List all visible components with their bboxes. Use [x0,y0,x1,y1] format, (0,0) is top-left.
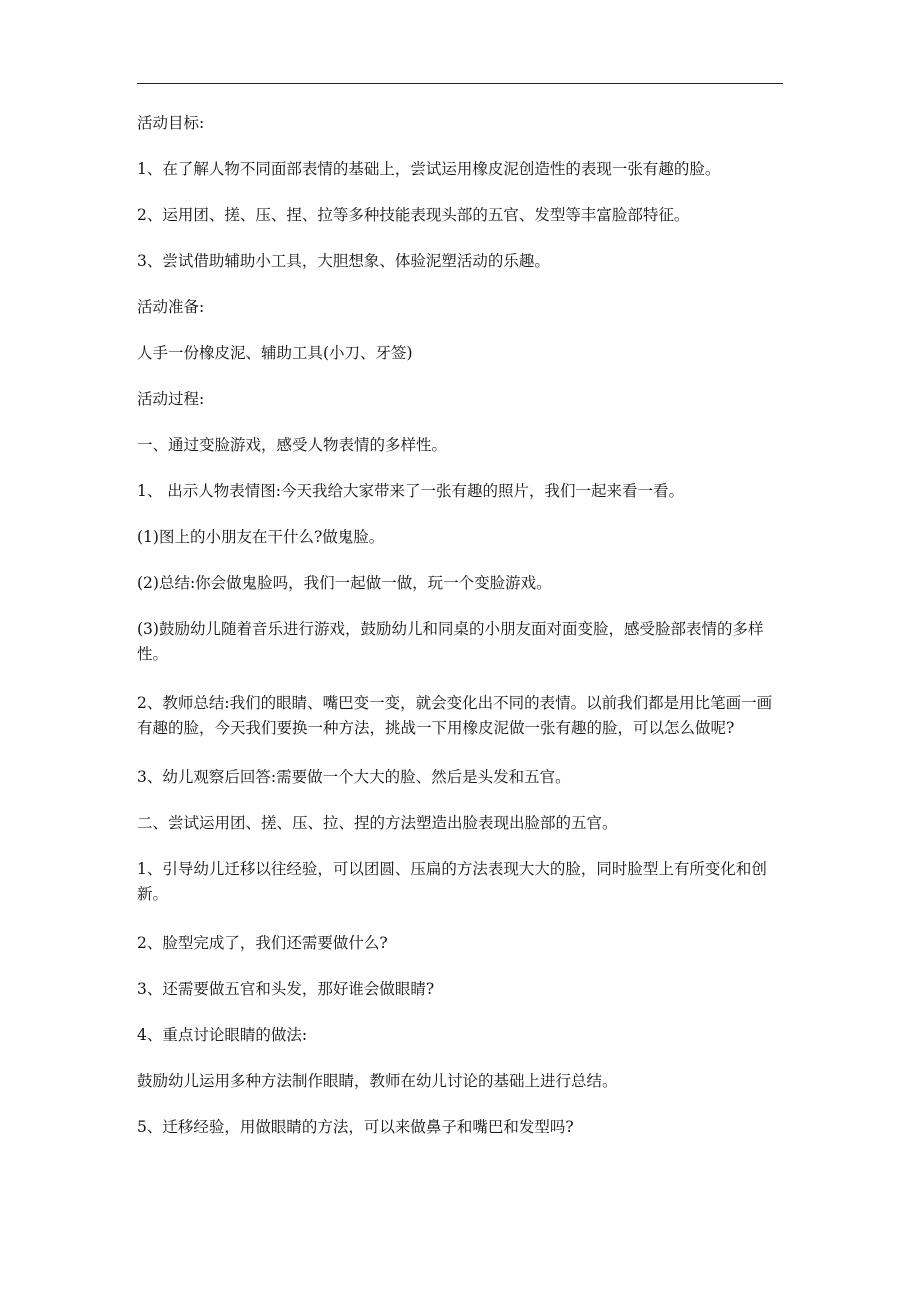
process-step: 3、还需要做五官和头发，那好谁会做眼睛? [137,980,435,998]
process-note: 鼓励幼儿运用多种方法制作眼睛，教师在幼儿讨论的基础上进行总结。 [137,1072,618,1090]
process-step: 2、教师总结:我们的眼睛、嘴巴变一变，就会变化出不同的表情。以前我们都是用比笔画一画有趣的脸，今天我们要换一种方法，挑战一下用橡皮泥做一张有趣的脸，可以怎么做呢? [137,694,773,737]
preparation-text: 人手一份橡皮泥、辅助工具(小刀、牙签) [137,344,413,362]
document-body [137,111,785,1161]
heading-activity-goals: 活动目标: [137,114,205,132]
process-step: 1、引导幼儿迁移以往经验，可以团圆、压扁的方法表现大大的脸，同时脸型上有所变化和创新。 [137,860,767,903]
process-step: 2、脸型完成了，我们还需要做什么? [137,934,388,952]
process-substep: (1)图上的小朋友在干什么?做鬼脸。 [137,528,385,546]
process-step: 1、 出示人物表情图:今天我给大家带来了一张有趣的照片，我们一起来看一看。 [137,482,685,500]
process-step: 5、迁移经验，用做眼睛的方法，可以来做鼻子和嘴巴和发型吗? [137,1118,574,1136]
section-heading-2: 二、尝试运用团、搓、压、拉、捏的方法塑造出脸表现出脸部的五官。 [137,814,618,832]
goal-item-1: 1、在了解人物不同面部表情的基础上，尝试运用橡皮泥创造性的表现一张有趣的脸。 [137,160,721,178]
heading-activity-process: 活动过程: [137,390,205,408]
section-heading-1: 一、通过变脸游戏，感受人物表情的多样性。 [137,436,448,454]
process-step: 3、幼儿观察后回答:需要做一个大大的脸、然后是头发和五官。 [137,768,571,786]
process-substep: (2)总结:你会做鬼脸吗，我们一起做一做，玩一个变脸游戏。 [137,574,552,592]
process-step: 4、重点讨论眼睛的做法: [137,1026,308,1044]
goal-item-3: 3、尝试借助辅助小工具，大胆想象、体验泥塑活动的乐趣。 [137,252,550,270]
heading-activity-preparation: 活动准备: [137,298,205,316]
goal-item-2: 2、运用团、搓、压、捏、拉等多种技能表现头部的五官、发型等丰富脸部特征。 [137,206,690,224]
process-substep: (3)鼓励幼儿随着音乐进行游戏，鼓励幼儿和同桌的小朋友面对面变脸，感受脸部表情的多样性。 [137,620,764,663]
header-rule [137,83,783,84]
